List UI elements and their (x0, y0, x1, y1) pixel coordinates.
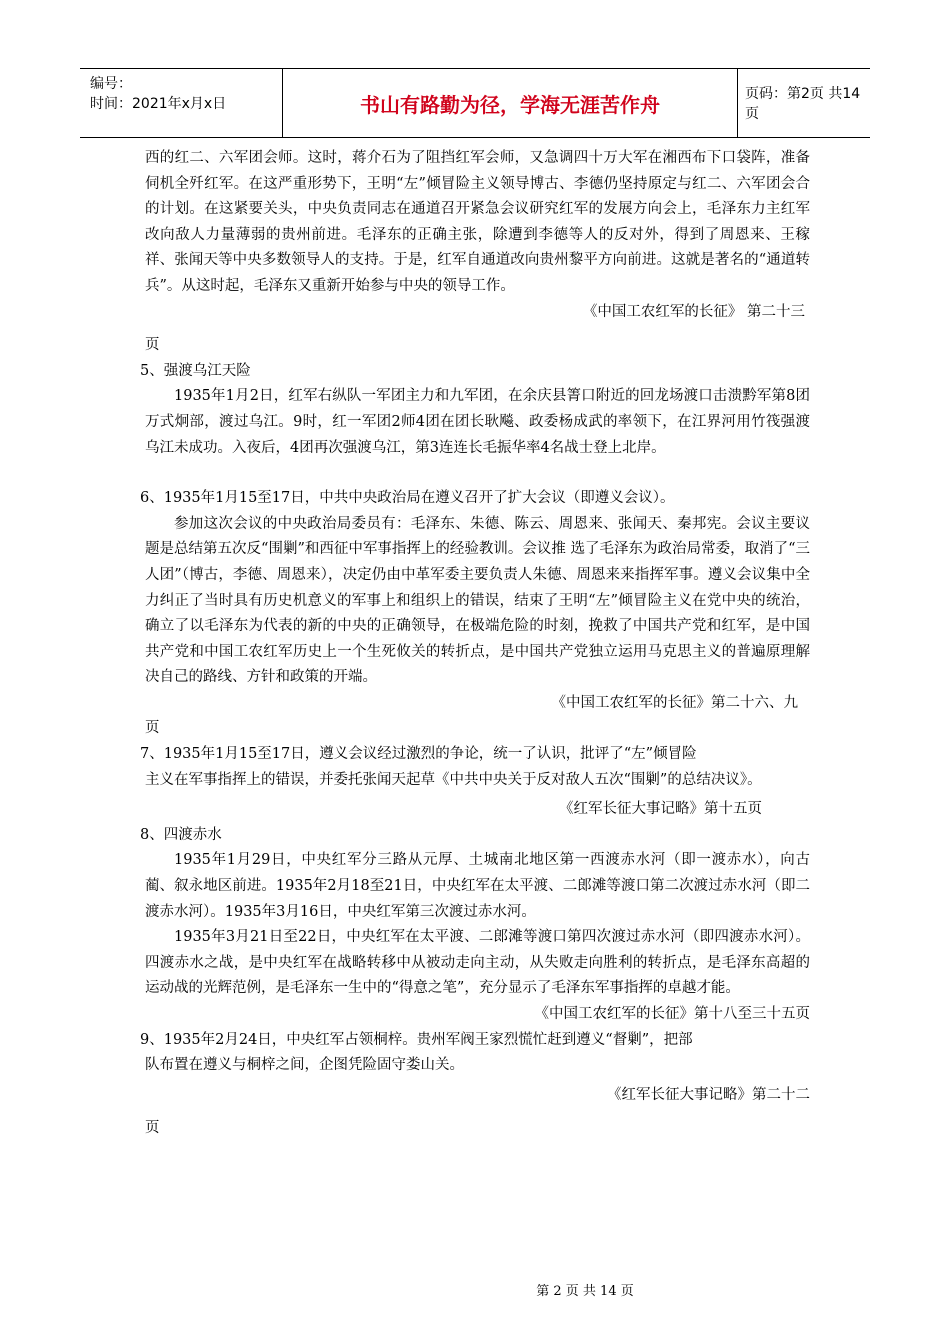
citation: 《中国工农红军的长征》第十八至三十五页 (534, 1006, 810, 1022)
document-header (80, 68, 870, 138)
spacer (145, 461, 810, 486)
code-label: 编号： (90, 76, 132, 92)
section-heading: 8、四渡赤水 (140, 826, 222, 843)
paragraph: 西的红二、六军团会师。这时，蒋介石为了阻挡红军会师，又急调四十万大军在湘西布下口袋阵，准备伺机全歼红军。在这严重形势下，王明“左”倾冒险主义领导博古、李德仍坚持原定与红二、六军团会合的计划。在这紧要关头，中央负责同志在通道召开紧急会议研究红军的发展方向会上，毛泽东力主红军改向敌人力量薄弱的贵州前进。毛泽东的正确主张，除遭到李德等人的反对外，得到了周恩来、王稼祥、张闻天等中央多数领导人的支持。于是，红军自通道改向贵州黎平方向前进。这就是著名的“通道转兵”。从这时起，毛泽东又重新开始参与中央的领导工作。 (145, 150, 810, 294)
footer-page-number: 第 2 页 共 14 页 (536, 1284, 634, 1299)
citation-continuation: 页 (145, 337, 160, 354)
page-label: 页码：第2页 共14页 (745, 86, 861, 122)
section-heading: 6、1935年1月15至17日，中共中央政治局在遵义召开了扩大会议（即遵义会议）。 (140, 490, 675, 507)
citation: 《中国工农红军的长征》 第二十三 (582, 303, 805, 320)
paragraph: 1935年1月2日，红军右纵队一军团主力和九军团，在余庆县箐口附近的回龙场渡口击溃黔军第8团万式炯部，渡过乌江。9时，红一军团2师4团在团长耿飚、政委杨成武的率领下，在江界河用竹筏强渡乌江未成功。入夜后，4团再次强渡乌江，第3连连长毛振华率4名战士登上北岸。 (145, 388, 810, 456)
paragraph: 主义在军事指挥上的错误，并委托张闻天起草《中共中央关于反对敌人五次“围剿”的总结决议》。 (145, 771, 762, 788)
page-footer (0, 1280, 950, 1299)
section-heading: 9、1935年2月24日，中央红军占领桐梓。贵州军阀王家烈慌忙赶到遵义“督剿”，把部 (140, 1031, 693, 1048)
citation: 《红军长征大事记略》第十五页 (559, 801, 762, 818)
paragraph: 队布置在遵义与桐梓之间，企图凭险固守娄山关。 (145, 1057, 464, 1074)
citation: 《中国工农红军的长征》第二十六、九 (551, 694, 798, 711)
section-heading: 7、1935年1月15至17日，遵义会议经过激烈的争论，统一了认识，批评了“左”倾冒险 (140, 746, 697, 763)
paragraph: 1935年3月21日至22日，中央红军在太平渡、二郎滩等渡口第四次渡过赤水河（即四渡赤水河）。四渡赤水之战，是中央红军在战略转移中从被动走向主动，从失败走向胜利的转折点，是毛泽东高超的运动战的光辉范例，是毛泽东一生中的“得意之笔”，充分显示了毛泽东军事指挥的卓越才能。 (145, 929, 810, 997)
citation-continuation: 页 (145, 1120, 160, 1137)
section-heading: 5、强渡乌江天险 (140, 362, 251, 379)
paragraph: 参加这次会议的中央政治局委员有：毛泽东、朱德、陈云、周恩来、张闻天、秦邦宪。会议主要议题是总结第五次反“围剿”和西征中军事指挥上的经验教训。会议推 选了毛泽东为政治局常委，取消了“三人团”（博古，李德、周恩来），决定仍由中革军委主要负责人朱德、周恩来来指挥军事。遵义会议集中全力纠正了当时具有历史机意义的军事上和组织上的错误，结束了王明“左”倾冒险主义在党中央的统治，确立了以毛泽东为代表的新的中央的正确领导，在极端危险的时刻，挽救了中国共产党和红军，是中国共产党和中国工农红军历史上一个生死攸关的转折点，是中国共产党独立运用马克思主义的普遍原理解决自己的路线、方针和政策的开端。 (145, 515, 810, 686)
citation: 《红军长征大事记略》第二十二 (607, 1086, 810, 1103)
document-body (140, 146, 810, 1142)
motto: 书山有路勤为径，学海无涯苦作舟 (282, 69, 738, 137)
time-label: 时间：2021年x月x日 (90, 96, 227, 112)
citation-continuation: 页 (145, 720, 160, 737)
paragraph: 1935年1月29日，中央红军分三路从元厚、土城南北地区第一西渡赤水河（即一渡赤水），向古蔺、叙永地区前进。1935年2月18至21日，中央红军在太平渡、二郎滩等渡口第二次渡过赤水河（即二渡赤水河）。1935年3月16日，中央红军第三次渡过赤水河。 (145, 852, 810, 920)
header-meta-cell (80, 69, 282, 137)
